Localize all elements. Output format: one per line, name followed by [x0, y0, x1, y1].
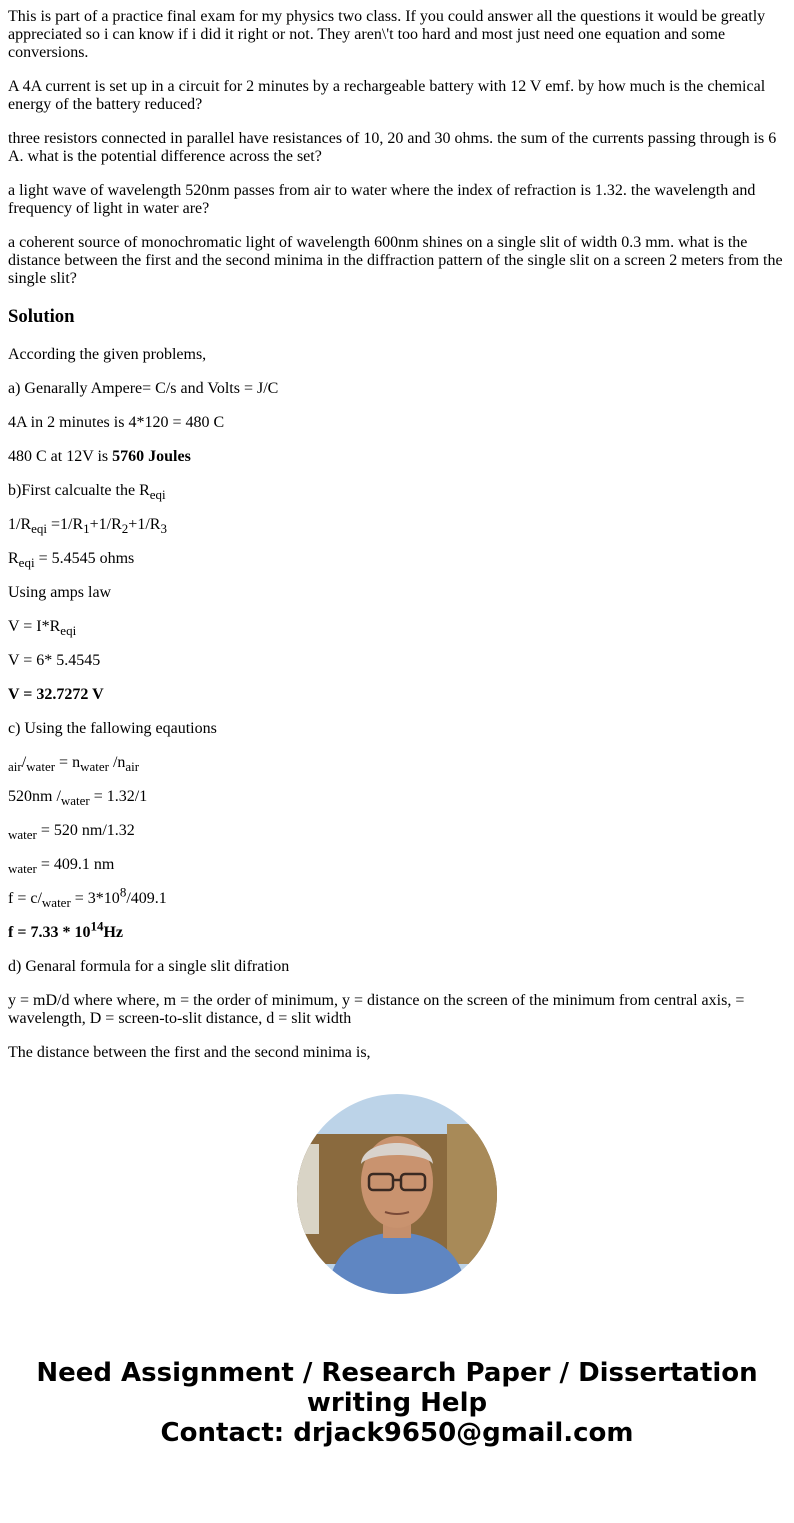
text: f = c/ — [8, 890, 42, 907]
part-a-line-3 — [8, 448, 786, 466]
part-c-line-5 — [8, 856, 786, 877]
question-item-3: a light wave of wavelength 520nm passes from air to water where the index of refraction is 1.32. the wavelength and frequency of light in water are? — [8, 182, 756, 217]
avatar — [297, 1094, 497, 1294]
part-d-line-3: The distance between the first and the second minima is, — [8, 1044, 371, 1061]
part-d-line-2: y = mD/d where where, m = the order of minimum, y = distance on the screen of the minimum from central axis, = wavelength, D = screen-to-slit distance, d = slit width — [8, 992, 745, 1027]
part-c-line-2 — [8, 754, 786, 775]
promo-banner — [8, 1358, 786, 1448]
subscript: water — [8, 861, 37, 877]
subscript: 2 — [121, 521, 129, 537]
part-b-line-1 — [8, 482, 786, 503]
part-c-answer — [8, 918, 123, 941]
text: +1/R — [128, 516, 161, 533]
text: =1/R — [47, 516, 84, 533]
text: R — [8, 550, 19, 567]
promo-line-1: Need Assignment / Research Paper / Dissertation — [36, 1358, 758, 1388]
subscript: eqi — [149, 487, 166, 503]
part-b-line-6: V = 6* 5.4545 — [8, 652, 101, 669]
part-c-line-6 — [8, 884, 786, 911]
subscript: 3 — [160, 521, 167, 537]
text: = n — [55, 754, 81, 771]
part-a-answer: 5760 Joules — [112, 448, 191, 465]
part-b-line-3 — [8, 550, 786, 571]
solution-intro: According the given problems, — [8, 346, 207, 363]
text: b)First calcualte the R — [8, 482, 150, 499]
text: +1/R — [89, 516, 122, 533]
part-c-line-3 — [8, 788, 786, 809]
part-b-line-2 — [8, 516, 786, 537]
text: f = 7.33 * 10 — [8, 924, 91, 941]
subscript: water — [26, 759, 56, 775]
text: = 409.1 nm — [36, 856, 115, 873]
text: / — [21, 754, 27, 771]
avatar-portrait-icon — [297, 1094, 497, 1294]
avatar-door — [447, 1124, 497, 1264]
part-c-line-4 — [8, 822, 786, 843]
promo-line-2: writing Help — [306, 1388, 488, 1418]
text: /409.1 — [126, 890, 167, 907]
subscript: water — [41, 895, 71, 911]
part-d-line-1: d) Genaral formula for a single slit difration — [8, 958, 290, 975]
subscript: water — [80, 759, 109, 775]
subscript: eqi — [60, 623, 77, 639]
question-item-4: a coherent source of monochromatic light of wavelength 600nm shines on a single slit of width 0.3 mm. what is the distance between the first and the second minima in the diffraction pattern of the single slit on a screen 2 meters from the single slit? — [8, 234, 783, 287]
text: /n — [108, 754, 126, 771]
subscript: air — [125, 759, 140, 775]
text: 520nm / — [8, 788, 61, 805]
part-a-line-2: 4A in 2 minutes is 4*120 = 480 C — [8, 414, 225, 431]
subscript: eqi — [18, 555, 35, 571]
part-b-line-7 — [8, 686, 786, 704]
part-a-line-3-text: 480 C at 12V is — [8, 448, 113, 465]
avatar-wall-switch — [297, 1144, 319, 1234]
part-b-line-4: Using amps law — [8, 584, 112, 601]
part-b-line-5 — [8, 618, 786, 639]
text: Hz — [103, 924, 123, 941]
text: V = I*R — [8, 618, 61, 635]
text: = 520 nm/1.32 — [36, 822, 135, 839]
part-c-line-1: c) Using the fallowing eqautions — [8, 720, 217, 737]
subscript: air — [8, 759, 22, 775]
part-b-answer: V = 32.7272 V — [8, 686, 104, 703]
text: = 1.32/1 — [89, 788, 148, 805]
superscript: 14 — [90, 918, 104, 934]
subscript: water — [8, 827, 37, 843]
promo-contact: Contact: drjack9650@gmail.com — [160, 1418, 634, 1448]
part-c-line-7 — [8, 918, 786, 942]
text: = 3*10 — [70, 890, 120, 907]
subscript: water — [60, 793, 90, 809]
subscript: 1 — [83, 521, 90, 537]
text: = 5.4545 ohms — [34, 550, 135, 567]
subscript: eqi — [31, 521, 48, 537]
question-item-1: A 4A current is set up in a circuit for 2 minutes by a rechargeable battery with 12 V emf. by how much is the chemical energy of the battery reduced? — [8, 78, 766, 113]
question-item-2: three resistors connected in parallel have resistances of 10, 20 and 30 ohms. the sum of the currents passing through is 6 A. what is the potential difference across the set? — [8, 130, 777, 165]
part-a-line-1: a) Genarally Ampere= C/s and Volts = J/C — [8, 380, 279, 397]
author-photo-area — [8, 1094, 786, 1304]
superscript: 8 — [119, 884, 127, 900]
solution-heading: Solution — [8, 306, 75, 327]
text: 1/R — [8, 516, 32, 533]
question-intro: This is part of a practice final exam for my physics two class. If you could answer all the questions it would be greatly appreciated so i can know if i did it right or not. They aren\'t too hard and most just need one equation and some conversions. — [8, 8, 766, 61]
